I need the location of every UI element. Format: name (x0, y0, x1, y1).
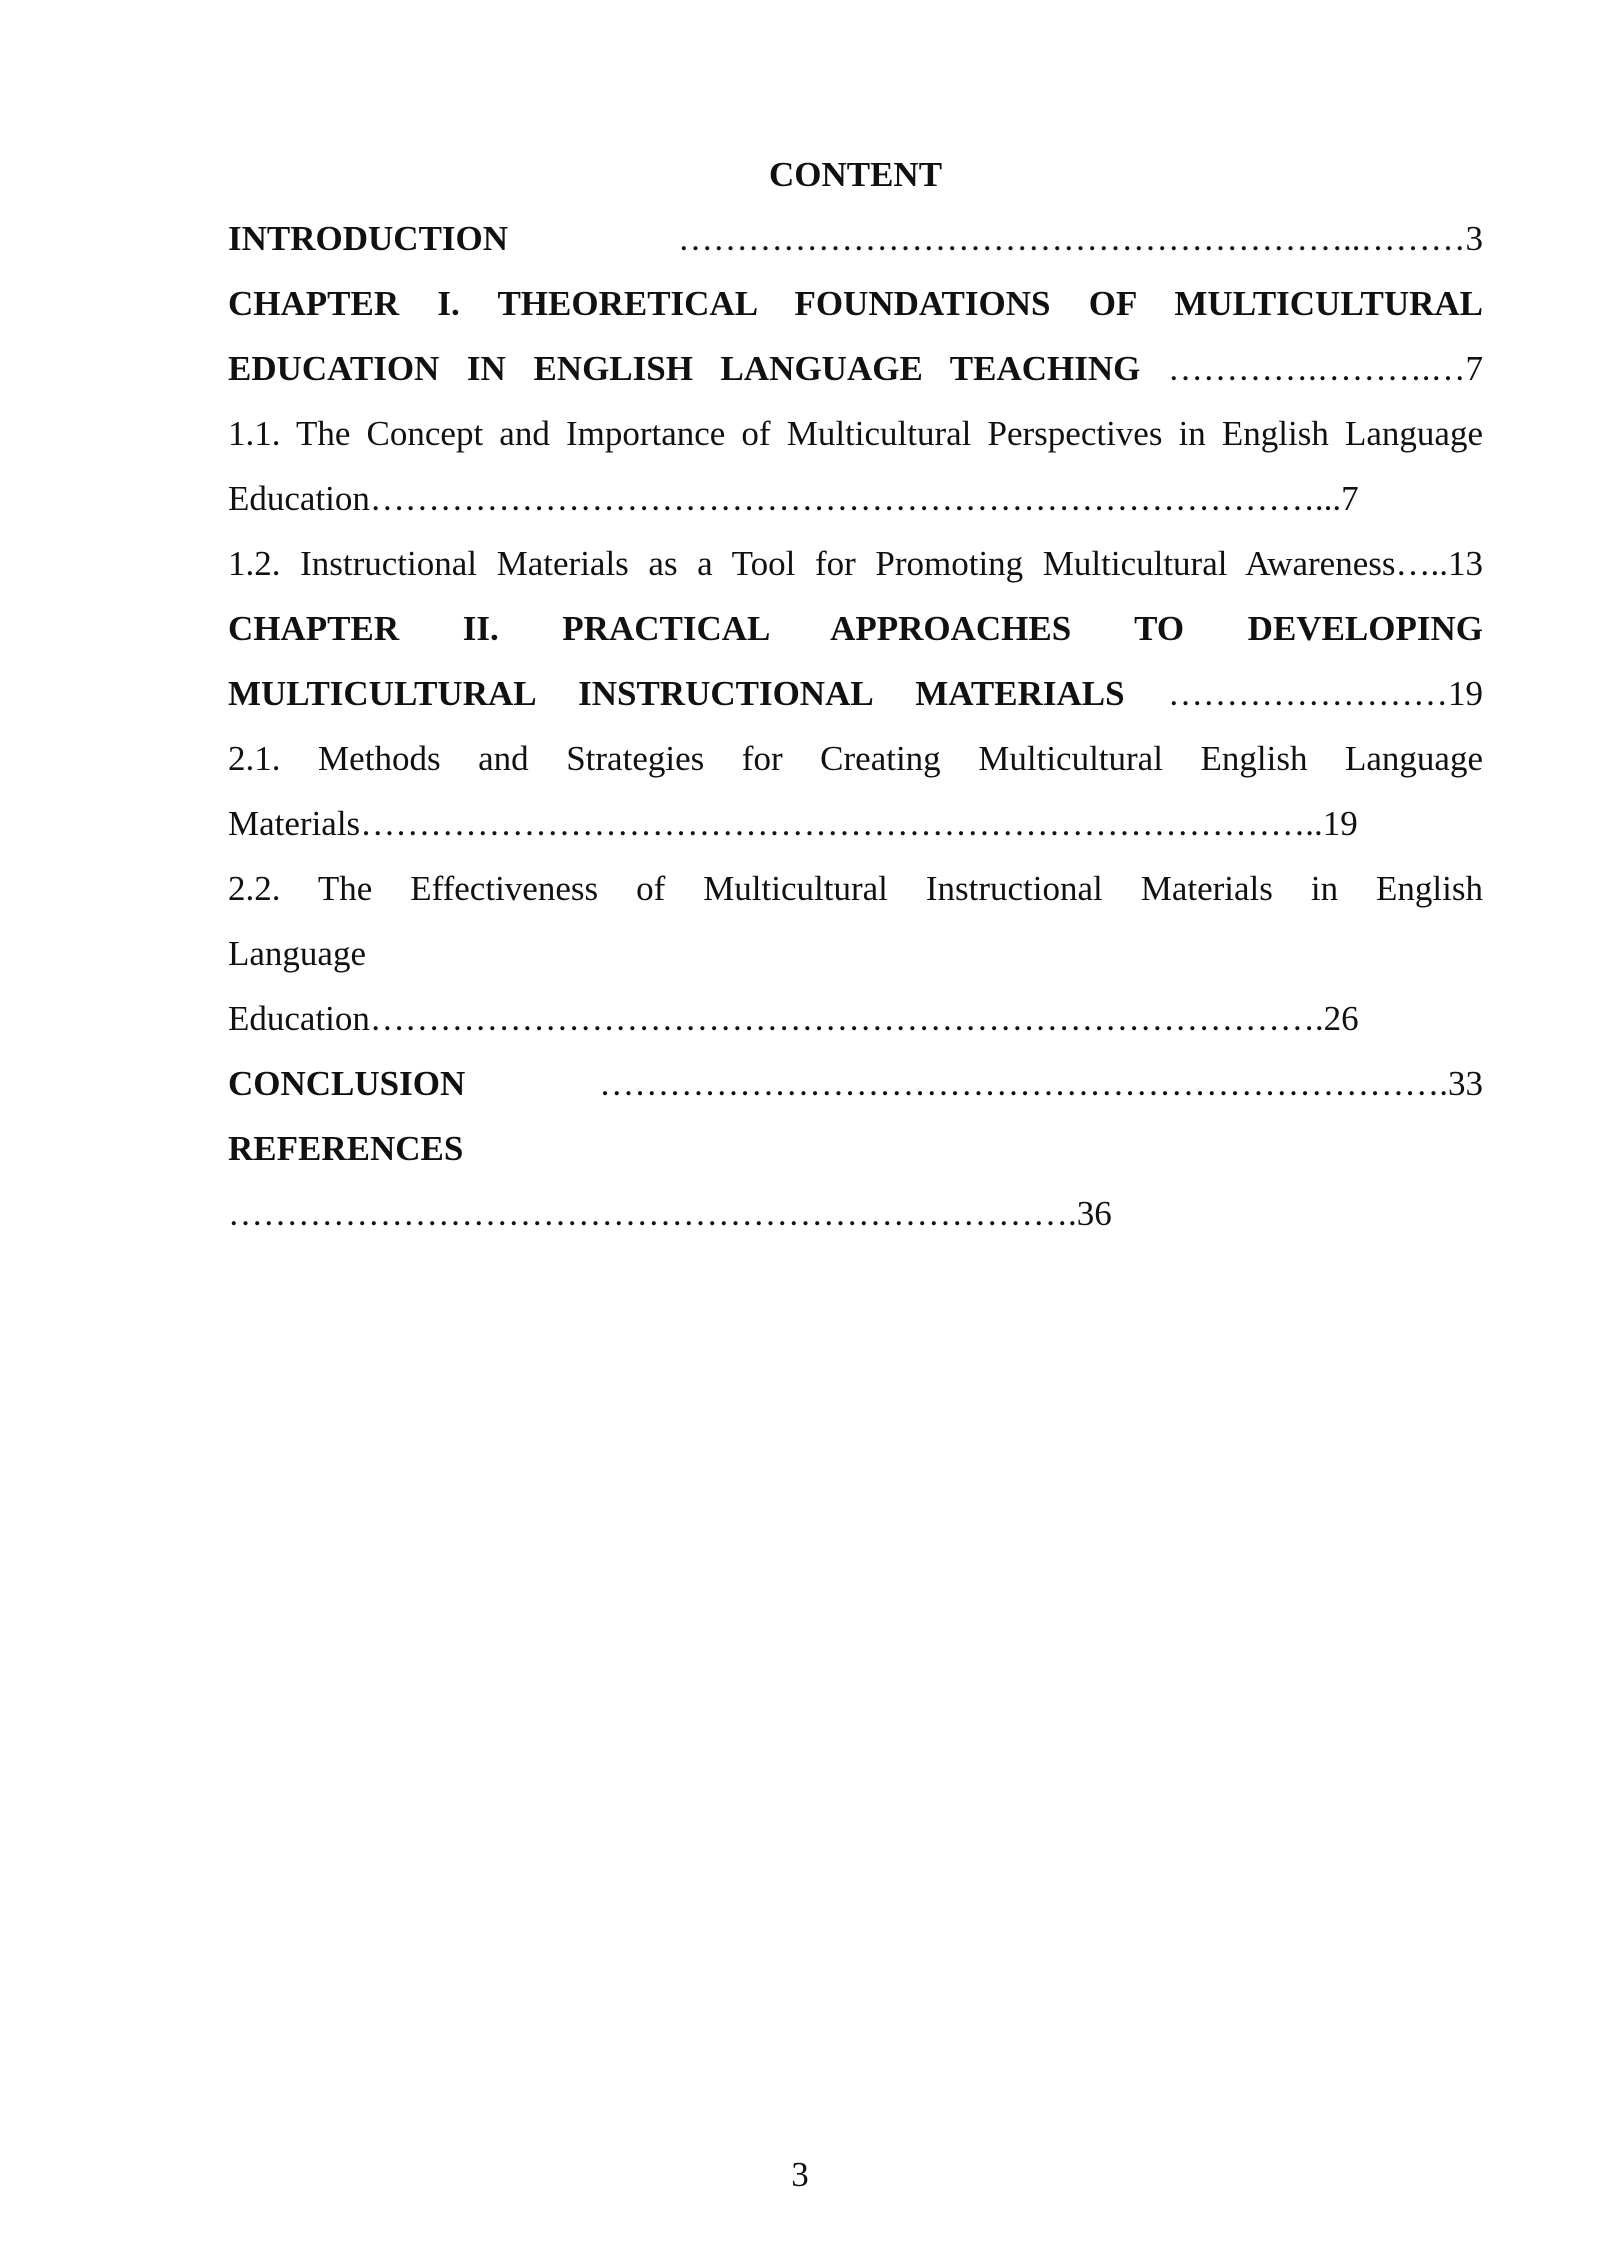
table-of-contents (228, 206, 1483, 1246)
toc-leader-dots: ……………………………………………………………………….. (360, 804, 1323, 843)
toc-entry-title-line2: Materials (228, 804, 361, 843)
toc-leader-dots: …………………………………………………..……… (508, 219, 1466, 258)
toc-entry-title-line1: CHAPTER II. PRACTICAL APPROACHES TO DEVELOPING (228, 609, 1483, 648)
toc-entry-title-line1: 1.1. The Concept and Importance of Multicultural Perspectives in English Language (228, 414, 1483, 453)
toc-entry-title-line2: MULTICULTURAL INSTRUCTIONAL MATERIALS (228, 674, 1125, 713)
toc-entry-section-2-1[interactable] (228, 726, 1483, 856)
toc-entry-title: CONCLUSION (228, 1064, 466, 1103)
toc-entry-title-line1: 2.1. Methods and Strategies for Creating Multicultural English Language (228, 739, 1483, 778)
toc-entry-title-line2: Education (228, 479, 370, 518)
toc-entry-section-1-1[interactable] (228, 401, 1483, 531)
toc-entry-title: INTRODUCTION (228, 219, 509, 258)
toc-page-number: 36 (1076, 1194, 1112, 1233)
toc-heading: CONTENT (768, 155, 943, 194)
toc-entry-section-2-2[interactable] (228, 856, 1483, 1051)
toc-page-number: 19 (1322, 804, 1358, 843)
toc-entry-title-line3: Education (228, 999, 370, 1038)
toc-leader-dots: ….. (1395, 544, 1448, 583)
toc-leader-dots: ………………………………………………………………………. (369, 999, 1324, 1038)
toc-entry-title: 1.2. Instructional Materials as a Tool for Promoting Multicultural Awareness (228, 544, 1396, 583)
toc-entry-title-line2: EDUCATION IN ENGLISH LANGUAGE TEACHING (228, 349, 1141, 388)
toc-leader-dots: ………………………………………………………………. (228, 1194, 1077, 1233)
toc-entry-title-line1: 2.2. The Effectiveness of Multicultural Instructional Materials in English (228, 869, 1483, 908)
toc-entry-chapter-1[interactable] (228, 271, 1483, 401)
toc-page-number: 26 (1323, 999, 1359, 1038)
toc-entry-title-line1: CHAPTER I. THEORETICAL FOUNDATIONS OF MULTICULTURAL (228, 284, 1483, 323)
toc-entry-references[interactable] (228, 1116, 1483, 1246)
toc-leader-dots: …………………… (1124, 674, 1448, 713)
toc-page-number: 7 (1341, 479, 1359, 518)
toc-page-number: 33 (1448, 1064, 1483, 1103)
toc-leader-dots: ………………………………………………………………. (465, 1064, 1448, 1103)
toc-leader-dots: ………….……….… (1140, 349, 1466, 388)
toc-leader-dots: ………………………………………………………………………... (369, 479, 1342, 518)
toc-page-number: 3 (1465, 219, 1483, 258)
page-number-footer: 3 (791, 2155, 809, 2194)
toc-page-number: 7 (1465, 349, 1483, 388)
toc-entry-chapter-2[interactable] (228, 596, 1483, 726)
toc-entry-title: REFERENCES (228, 1129, 464, 1168)
toc-page-number: 13 (1448, 544, 1483, 583)
toc-page-number: 19 (1448, 674, 1483, 713)
toc-entry-title-line2: Language (228, 934, 366, 973)
toc-entry-introduction[interactable] (228, 206, 1483, 271)
toc-entry-section-1-2[interactable] (228, 531, 1483, 596)
toc-entry-conclusion[interactable] (228, 1051, 1483, 1116)
